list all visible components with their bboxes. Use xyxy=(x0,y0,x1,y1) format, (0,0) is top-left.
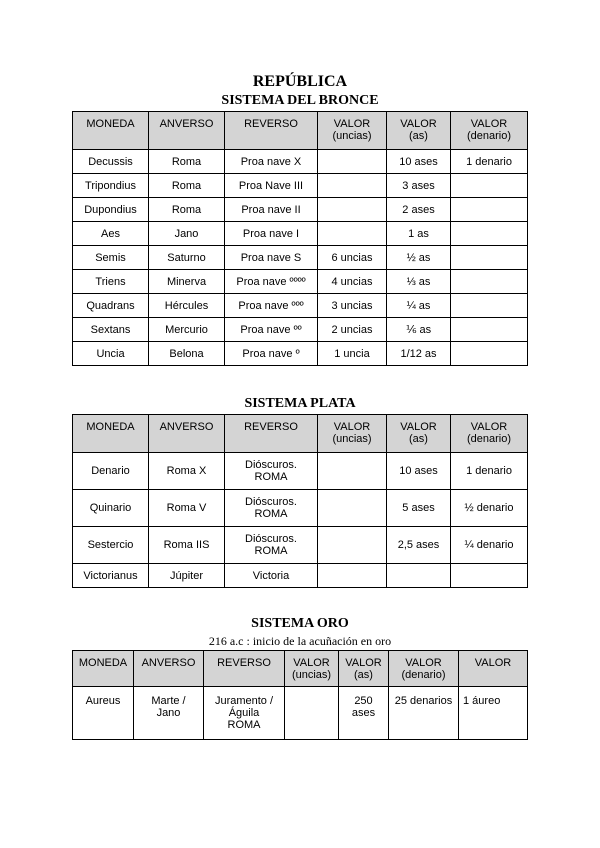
table-row xyxy=(73,342,528,366)
column-header: REVERSO xyxy=(225,112,318,150)
table-cell: Roma V xyxy=(149,490,225,527)
table-cell: Dióscuros. ROMA xyxy=(225,453,318,490)
table-cell: Júpiter xyxy=(149,564,225,588)
column-header: ANVERSO xyxy=(134,651,204,687)
column-header: MONEDA xyxy=(73,415,149,453)
table-cell: 25 denarios xyxy=(389,687,459,740)
table-row xyxy=(73,150,528,174)
page-title: REPÚBLICA xyxy=(252,73,348,90)
table-cell: Minerva xyxy=(149,270,225,294)
column-header: VALOR (denario) xyxy=(451,415,528,453)
table-row xyxy=(73,490,528,527)
oro-table xyxy=(72,650,528,740)
table-cell: Hércules xyxy=(149,294,225,318)
table-cell: 2 ases xyxy=(387,198,451,222)
section-title-bronce: SISTEMA DEL BRONCE xyxy=(221,93,379,108)
table-cell: Uncia xyxy=(73,342,149,366)
table-cell: 1 denario xyxy=(451,453,528,490)
table-cell: 3 ases xyxy=(387,174,451,198)
table-cell: Sestercio xyxy=(73,527,149,564)
table-cell: Triens xyxy=(73,270,149,294)
table-cell: ¼ denario xyxy=(451,527,528,564)
table-cell: Decussis xyxy=(73,150,149,174)
table-cell xyxy=(318,527,387,564)
table-row xyxy=(73,174,528,198)
table-cell: Victoria xyxy=(225,564,318,588)
table-cell: 10 ases xyxy=(387,453,451,490)
table-cell: Roma IIS xyxy=(149,527,225,564)
table-cell: ¼ as xyxy=(387,294,451,318)
table-cell: 250 ases xyxy=(339,687,389,740)
table-cell: ⅙ as xyxy=(387,318,451,342)
column-header: MONEDA xyxy=(73,112,149,150)
table-cell: Proa nave ºº xyxy=(225,318,318,342)
table-row xyxy=(73,222,528,246)
column-header: REVERSO xyxy=(204,651,285,687)
table-cell: Aureus xyxy=(73,687,134,740)
column-header: MONEDA xyxy=(73,651,134,687)
table-cell: Proa nave X xyxy=(225,150,318,174)
table-cell: 2 uncias xyxy=(318,318,387,342)
column-header: VALOR (uncias) xyxy=(285,651,339,687)
table-cell: 1 áureo xyxy=(459,687,528,740)
table-cell: Roma X xyxy=(149,453,225,490)
column-header: ANVERSO xyxy=(149,415,225,453)
table-cell: Roma xyxy=(149,198,225,222)
table-row xyxy=(73,246,528,270)
table-cell: ⅓ as xyxy=(387,270,451,294)
column-header: REVERSO xyxy=(225,415,318,453)
table-cell xyxy=(318,150,387,174)
column-header: VALOR (denario) xyxy=(451,112,528,150)
table-cell: Dupondius xyxy=(73,198,149,222)
table-cell: Mercurio xyxy=(149,318,225,342)
table-cell xyxy=(451,174,528,198)
table-cell: Proa nave ºººº xyxy=(225,270,318,294)
table-cell: Dióscuros. ROMA xyxy=(225,490,318,527)
table-cell: Saturno xyxy=(149,246,225,270)
table-cell xyxy=(318,198,387,222)
table-cell xyxy=(451,270,528,294)
table-cell: Proa Nave III xyxy=(225,174,318,198)
table-cell xyxy=(285,687,339,740)
table-cell: Tripondius xyxy=(73,174,149,198)
table-cell xyxy=(451,198,528,222)
table-cell: 1 denario xyxy=(451,150,528,174)
table-cell: 4 uncias xyxy=(318,270,387,294)
table-row xyxy=(73,294,528,318)
column-header: VALOR (as) xyxy=(387,415,451,453)
table-cell xyxy=(451,564,528,588)
table-cell xyxy=(451,342,528,366)
table-cell xyxy=(318,174,387,198)
table-row xyxy=(73,270,528,294)
table-cell: Roma xyxy=(149,174,225,198)
section-subtitle-oro: 216 a.c : inicio de la acuñación en oro xyxy=(208,634,392,648)
table-cell xyxy=(451,318,528,342)
column-header: VALOR (uncias) xyxy=(318,415,387,453)
table-cell: Proa nave º xyxy=(225,342,318,366)
table-cell: Semis xyxy=(73,246,149,270)
table-row xyxy=(73,687,528,740)
table-cell xyxy=(451,294,528,318)
column-header: VALOR (as) xyxy=(387,112,451,150)
table-cell: Quadrans xyxy=(73,294,149,318)
table-cell: Aes xyxy=(73,222,149,246)
table-cell: 2,5 ases xyxy=(387,527,451,564)
table-cell: ½ as xyxy=(387,246,451,270)
table-cell: Quinario xyxy=(73,490,149,527)
table-cell: 5 ases xyxy=(387,490,451,527)
table-cell xyxy=(318,490,387,527)
table-cell xyxy=(451,246,528,270)
table-cell: Proa nave ººº xyxy=(225,294,318,318)
column-header: VALOR (as) xyxy=(339,651,389,687)
table-cell: 10 ases xyxy=(387,150,451,174)
section-title-oro: SISTEMA ORO xyxy=(251,616,349,631)
table-cell xyxy=(318,222,387,246)
table-cell: Jano xyxy=(149,222,225,246)
column-header: VALOR (denario) xyxy=(389,651,459,687)
table-cell: Roma xyxy=(149,150,225,174)
table-cell: Marte / Jano xyxy=(134,687,204,740)
table-cell xyxy=(318,564,387,588)
table-cell: Proa nave I xyxy=(225,222,318,246)
column-header: VALOR xyxy=(459,651,528,687)
table-cell xyxy=(318,453,387,490)
column-header: VALOR (uncias) xyxy=(318,112,387,150)
table-cell: Victorianus xyxy=(73,564,149,588)
table-cell: 1 as xyxy=(387,222,451,246)
table-cell: ½ denario xyxy=(451,490,528,527)
table-row xyxy=(73,453,528,490)
table-row xyxy=(73,527,528,564)
table-cell xyxy=(451,222,528,246)
table-row xyxy=(73,198,528,222)
section-title-plata: SISTEMA PLATA xyxy=(244,396,356,411)
bronce-table xyxy=(72,111,528,366)
table-cell: 1 uncia xyxy=(318,342,387,366)
table-cell: Belona xyxy=(149,342,225,366)
plata-table xyxy=(72,414,528,588)
table-row xyxy=(73,318,528,342)
table-cell xyxy=(387,564,451,588)
table-cell: Denario xyxy=(73,453,149,490)
table-cell: Proa nave II xyxy=(225,198,318,222)
table-cell: Juramento / Águila ROMA xyxy=(204,687,285,740)
table-cell: 3 uncias xyxy=(318,294,387,318)
table-cell: 1/12 as xyxy=(387,342,451,366)
column-header: ANVERSO xyxy=(149,112,225,150)
table-cell: Proa nave S xyxy=(225,246,318,270)
table-row xyxy=(73,564,528,588)
table-cell: 6 uncias xyxy=(318,246,387,270)
table-cell: Sextans xyxy=(73,318,149,342)
table-cell: Dióscuros. ROMA xyxy=(225,527,318,564)
